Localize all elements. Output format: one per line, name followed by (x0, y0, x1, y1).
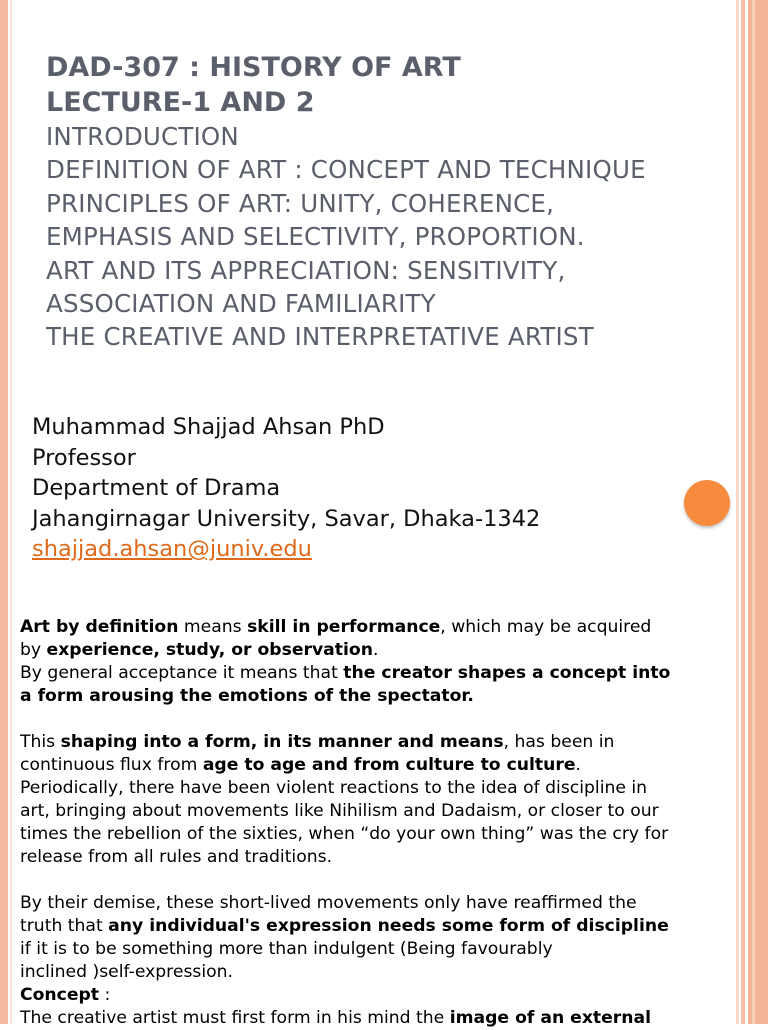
body-line: release from all rules and traditions. (20, 847, 333, 867)
topic-line: PRINCIPLES OF ART: UNITY, COHERENCE, (46, 188, 555, 218)
text-span: By general acceptance it means that (20, 663, 344, 683)
body-line (20, 731, 750, 754)
text-span: . (372, 640, 379, 660)
bold-phrase: a form arousing the emotions of the spectator. (20, 686, 474, 706)
body-line (20, 685, 750, 708)
bold-phrase: Concept (20, 985, 100, 1005)
bold-phrase: age to age and from culture to culture (202, 755, 576, 775)
bold-phrase: any individual's expression needs some form of discipline (108, 916, 669, 936)
lecture-title: LECTURE-1 AND 2 (46, 87, 315, 118)
text-span: means (178, 617, 248, 637)
author-university: Jahangirnagar University, Savar, Dhaka-1342 (32, 505, 541, 532)
bold-phrase: skill in performance (247, 617, 441, 637)
bold-phrase: Art by definition (20, 617, 179, 637)
right-border-stripe-d (752, 0, 755, 1024)
author-department: Department of Drama (32, 475, 281, 502)
body-line (20, 754, 750, 777)
author-name: Muhammad Shajjad Ahsan PhD (32, 414, 385, 440)
bold-phrase: the creator shapes a concept into (343, 663, 671, 683)
orange-circle-decoration (684, 480, 730, 526)
text-span: . (575, 755, 581, 775)
text-span: , which may be acquired (440, 617, 652, 637)
course-title: DAD-307 : HISTORY OF ART (46, 52, 461, 83)
body-line (20, 639, 750, 662)
body-line: art, bringing about movements like Nihilism and Dadaism, or closer to our (20, 801, 659, 821)
topic-line: DEFINITION OF ART : CONCEPT AND TECHNIQUE (46, 155, 646, 185)
body-line (20, 1007, 750, 1030)
body-line (20, 616, 750, 639)
text-span: The creative artist must first form in his mind the (20, 1008, 450, 1028)
body-line (20, 915, 750, 938)
body-line (20, 662, 750, 685)
text-span: , has been in (503, 732, 615, 752)
author-position: Professor (32, 444, 136, 471)
text-span: truth that (20, 916, 109, 936)
bold-phrase: experience, study, or observation (46, 640, 373, 660)
author-info (32, 412, 672, 565)
topic-line: ART AND ITS APPRECIATION: SENSITIVITY, (46, 255, 566, 285)
text-span: by (20, 640, 47, 660)
body-text (20, 616, 750, 1030)
body-line: By their demise, these short-lived movements only have reaffirmed the (20, 893, 637, 913)
body-line: inclined )self-expression. (20, 962, 234, 982)
bold-phrase: image of an external (449, 1008, 651, 1028)
author-email-link[interactable]: shajjad.ahsan@juniv.edu (32, 536, 312, 563)
right-border-stripe-c (748, 0, 768, 1024)
left-border-stripe (0, 0, 8, 1024)
text-span: continuous flux from (20, 755, 203, 775)
topic-line: THE CREATIVE AND INTERPRETATIVE ARTIST (46, 322, 594, 352)
body-line: Periodically, there have been violent reactions to the idea of discipline in (20, 778, 648, 798)
left-border-thin-stripe (10, 0, 12, 1024)
topic-line: EMPHASIS AND SELECTIVITY, PROPORTION. (46, 222, 585, 252)
body-line (20, 984, 750, 1007)
topic-line: INTRODUCTION (46, 122, 239, 151)
body-line: if it is to be something more than indulgent (Being favourably (20, 939, 553, 959)
text-span: This (20, 732, 61, 752)
topic-line: ASSOCIATION AND FAMILIARITY (46, 289, 436, 319)
text-span: : (99, 985, 111, 1005)
body-line: times the rebellion of the sixties, when “do your own thing” was the cry for (20, 824, 669, 844)
slide-title (46, 50, 736, 354)
bold-phrase: shaping into a form, in its manner and means (60, 732, 504, 752)
